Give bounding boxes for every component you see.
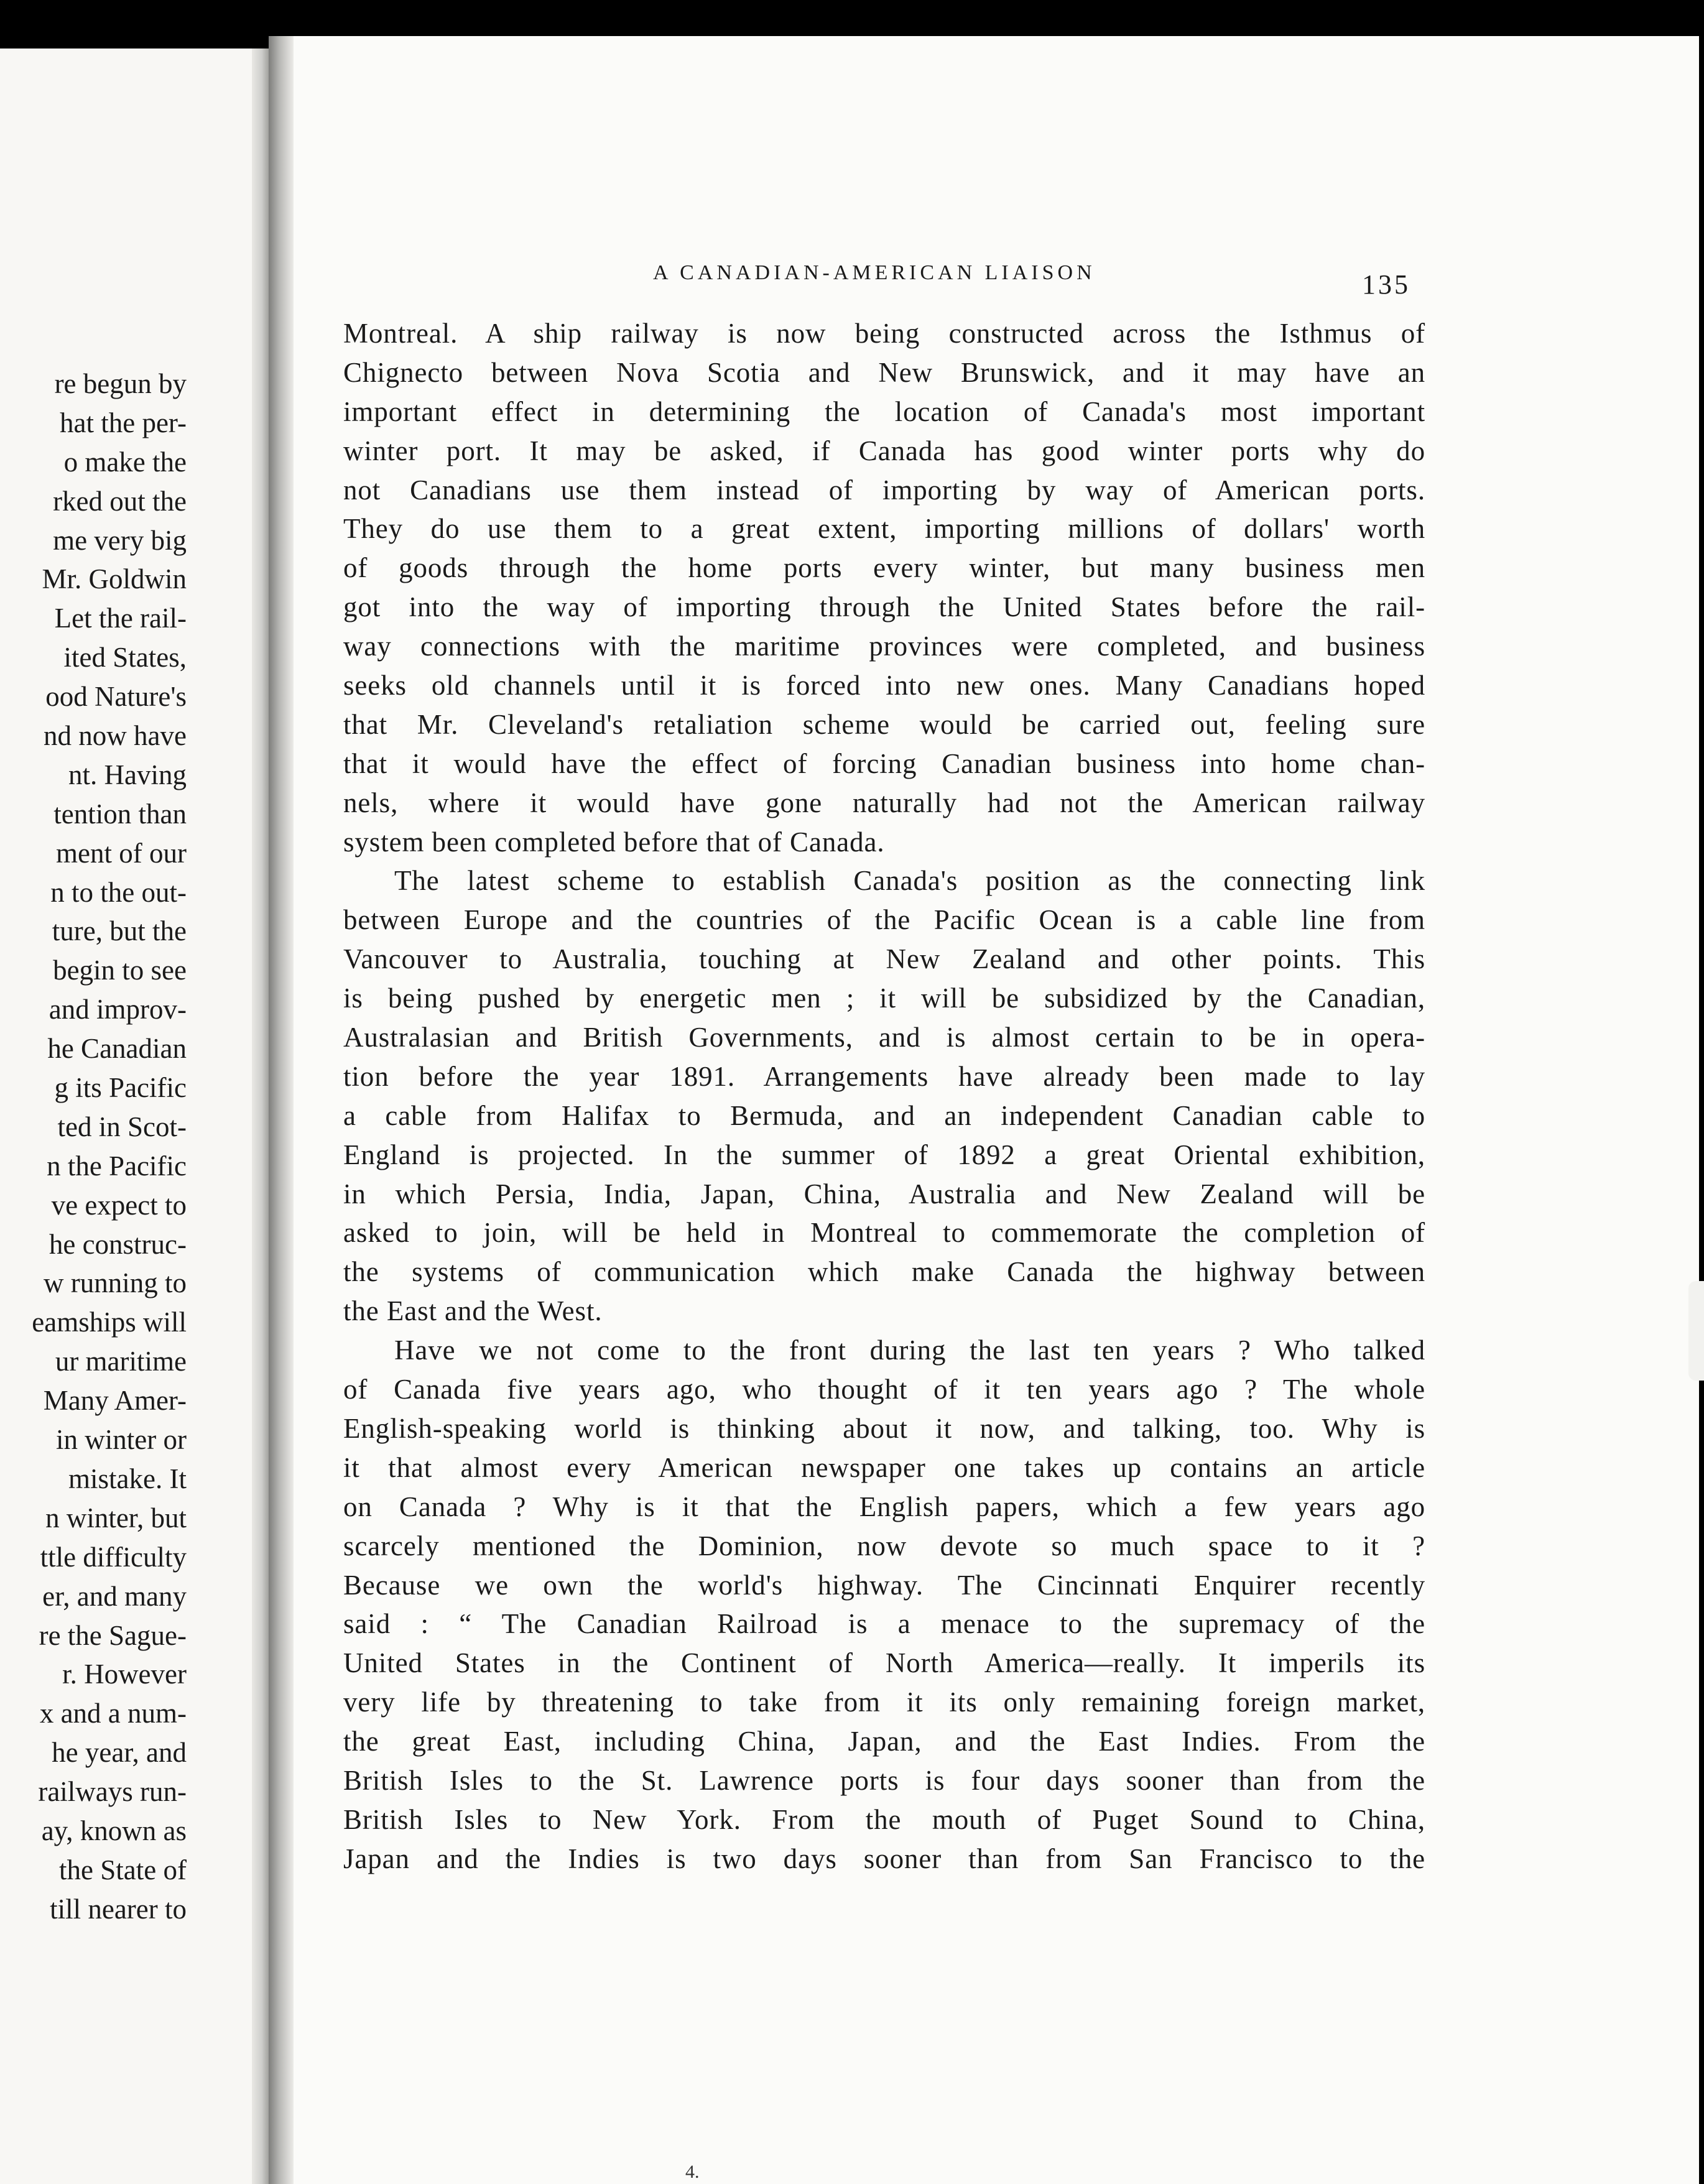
body-text bbox=[343, 314, 1425, 1879]
body-line: the East and the West. bbox=[343, 1295, 603, 1327]
body-line: nels, where it would have gone naturally had not the American railway bbox=[343, 787, 1425, 818]
body-line: The latest scheme to establish Canada's position as the connecting link bbox=[394, 865, 1425, 897]
left-page-text bbox=[0, 364, 187, 1929]
left-page-line: re begun by bbox=[54, 368, 187, 399]
body-line: between Europe and the countries of the Pacific Ocean is a cable line from bbox=[343, 904, 1425, 936]
body-line: tion before the year 1891. Arrangements have already been made to lay bbox=[343, 1060, 1425, 1092]
body-line: scarcely mentioned the Dominion, now devote so much space to it ? bbox=[343, 1530, 1425, 1562]
left-page-line: in winter or bbox=[56, 1424, 187, 1456]
body-line: very life by threatening to take from it its only remaining foreign market, bbox=[343, 1687, 1425, 1718]
body-line: that it would have the effect of forcing Canadian business into home chan- bbox=[343, 747, 1425, 779]
body-line: in which Persia, India, Japan, China, Australia and New Zealand will be bbox=[343, 1178, 1425, 1210]
body-line: Vancouver to Australia, touching at New Zealand and other points. This bbox=[343, 943, 1425, 975]
body-line: the systems of communication which make Canada the highway between bbox=[343, 1256, 1425, 1288]
left-page-line: re the Sague- bbox=[39, 1619, 187, 1651]
body-line: United States in the Continent of North America—really. It imperils its bbox=[343, 1647, 1425, 1679]
left-page-line: n the Pacific bbox=[47, 1150, 187, 1182]
left-page-line: n to the out- bbox=[50, 876, 187, 908]
left-page-line: rked out the bbox=[53, 485, 187, 517]
body-line: Montreal. A ship railway is now being constructed across the Isthmus of bbox=[343, 318, 1425, 349]
left-page-line: ment of our bbox=[56, 837, 187, 869]
left-page-line: ood Nature's bbox=[45, 681, 187, 713]
left-page-line: ve expect to bbox=[51, 1189, 187, 1221]
left-page-fragment bbox=[0, 49, 260, 2184]
body-line: of Canada five years ago, who thought of it ten years ago ? The whole bbox=[343, 1374, 1425, 1405]
body-line: way connections with the maritime provinces were completed, and business bbox=[343, 631, 1425, 662]
body-line: it that almost every American newspaper one takes up contains an article bbox=[343, 1451, 1425, 1483]
left-page-line: he construc- bbox=[49, 1228, 187, 1260]
left-page-line: till nearer to bbox=[50, 1893, 187, 1925]
body-line: They do use them to a great extent, importing millions of dollars' worth bbox=[343, 513, 1425, 545]
body-line: a cable from Halifax to Bermuda, and an independent Canadian cable to bbox=[343, 1099, 1425, 1131]
body-line: England is projected. In the summer of 1892 a great Oriental exhibition, bbox=[343, 1139, 1425, 1170]
left-page-line: ttle difficulty bbox=[40, 1541, 187, 1573]
left-page-line: me very big bbox=[53, 524, 187, 556]
body-line: said : “ The Canadian Railroad is a menace to the supremacy of the bbox=[343, 1608, 1425, 1640]
body-line: not Canadians use them instead of importing by way of American ports. bbox=[343, 474, 1425, 506]
body-line: Because we own the world's highway. The Cincinnati Enquirer recently bbox=[343, 1569, 1425, 1601]
left-page-line: er, and many bbox=[42, 1580, 187, 1612]
left-page-line: he year, and bbox=[52, 1737, 187, 1769]
body-line: Chignecto between Nova Scotia and New Brunswick, and it may have an bbox=[343, 356, 1425, 388]
page-gutter bbox=[269, 36, 294, 2184]
body-line: British Isles to the St. Lawrence ports is four days sooner than from the bbox=[343, 1764, 1425, 1796]
left-page-line: ited States, bbox=[63, 642, 187, 673]
left-page-line: ted in Scot- bbox=[57, 1111, 187, 1142]
signature-mark: 4. bbox=[685, 2162, 700, 2182]
left-page-line: ay, known as bbox=[41, 1815, 187, 1846]
left-page-line: begin to see bbox=[53, 955, 187, 986]
body-line: British Isles to New York. From the mouth of Puget Sound to China, bbox=[343, 1803, 1425, 1835]
left-page-line: eamships will bbox=[32, 1307, 187, 1338]
left-page-line: g its Pacific bbox=[54, 1072, 187, 1104]
body-line: important effect in determining the location of Canada's most important bbox=[343, 396, 1425, 427]
left-page-line: hat the per- bbox=[60, 407, 187, 438]
left-page-line: o make the bbox=[63, 446, 187, 478]
left-page-line: x and a num- bbox=[39, 1698, 187, 1729]
body-line: on Canada ? Why is it that the English papers, which a few years ago bbox=[343, 1491, 1425, 1522]
page-number: 135 bbox=[1362, 269, 1410, 300]
left-page-line: w running to bbox=[44, 1267, 187, 1299]
body-line: of goods through the home ports every winter, but many business men bbox=[343, 552, 1425, 584]
left-page-line: nt. Having bbox=[68, 759, 187, 790]
left-page-line: tention than bbox=[53, 798, 187, 830]
left-page-line: r. However bbox=[62, 1659, 187, 1690]
left-page-line: he Canadian bbox=[47, 1033, 187, 1065]
left-page-line: nd now have bbox=[44, 720, 187, 752]
left-page-line: n winter, but bbox=[45, 1502, 187, 1534]
body-line: Japan and the Indies is two days sooner than from San Francisco to the bbox=[343, 1843, 1425, 1874]
left-page-line: ur maritime bbox=[55, 1346, 187, 1377]
left-page-line: Let the rail- bbox=[54, 603, 187, 634]
left-page-line: Many Amer- bbox=[43, 1385, 187, 1417]
body-line: asked to join, will be held in Montreal to commemorate the completion of bbox=[343, 1217, 1425, 1249]
body-line: Australasian and British Governments, and is almost certain to be in opera- bbox=[343, 1022, 1425, 1053]
left-page-line: and improv- bbox=[49, 994, 187, 1025]
body-line: the great East, including China, Japan, and the East Indies. From the bbox=[343, 1726, 1425, 1757]
body-line: Have we not come to the front during the last ten years ? Who talked bbox=[394, 1335, 1425, 1366]
body-line: got into the way of importing through the United States before the rail- bbox=[343, 591, 1425, 623]
page-edge-tab bbox=[1688, 1281, 1704, 1381]
left-page-line: Mr. Goldwin bbox=[42, 563, 187, 595]
body-line: is being pushed by energetic men ; it will be subsidized by the Canadian, bbox=[343, 983, 1425, 1014]
body-line: that Mr. Cleveland's retaliation scheme would be carried out, feeling sure bbox=[343, 708, 1425, 740]
left-page-line: ture, but the bbox=[52, 915, 187, 947]
running-head: A CANADIAN-AMERICAN LIAISON bbox=[653, 261, 1096, 284]
body-line: English-speaking world is thinking about it now, and talking, too. Why is bbox=[343, 1412, 1425, 1444]
left-page-line: mistake. It bbox=[68, 1463, 187, 1494]
body-line: system been completed before that of Canada. bbox=[343, 826, 885, 858]
left-page-edge-shadow bbox=[252, 49, 269, 2184]
left-page-line: railways run- bbox=[38, 1776, 187, 1808]
left-page-line: the State of bbox=[59, 1854, 187, 1886]
body-line: winter port. It may be asked, if Canada has good winter ports why do bbox=[343, 435, 1425, 466]
body-line: seeks old channels until it is forced into new ones. Many Canadians hoped bbox=[343, 670, 1425, 701]
